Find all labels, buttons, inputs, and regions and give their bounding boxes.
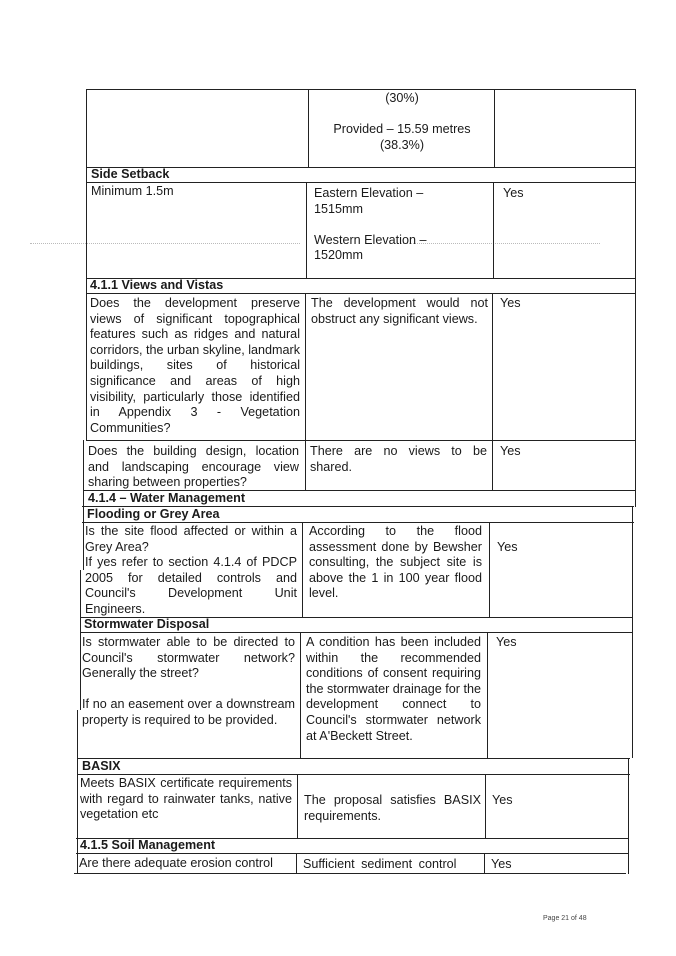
column-divider xyxy=(489,522,490,618)
basix-compliance: Yes xyxy=(492,793,513,807)
column-divider xyxy=(297,774,298,839)
table-rule xyxy=(86,440,636,441)
views-answer-1: The development would not obstruct any significant views. xyxy=(311,296,488,326)
views-question-1: Does the development preserve views of significant topographical features such as ridges and natural corridors, the urban skyline, landmark buildings, sites of historical significance and areas of high visibility, particularly those identified in Appendix 3 - Vegetation Communities? xyxy=(90,296,300,435)
views-question-2: Does the building design, location and landscaping encourage view sharing between properties? xyxy=(88,444,299,490)
column-divider xyxy=(494,89,495,168)
stormwater-compliance: Yes xyxy=(496,635,517,649)
flooding-answer: According to the flood assessment done by Bewsher consulting, the subject site is above the 1 in 100 year flood level. xyxy=(309,524,482,601)
views-compliance-1: Yes xyxy=(500,296,521,310)
table-rule xyxy=(86,182,636,183)
table-border-left xyxy=(80,570,81,710)
section-header-water-management: 4.1.4 – Water Management xyxy=(88,491,246,505)
table-border-right xyxy=(632,506,633,758)
column-divider xyxy=(305,293,306,491)
scan-artifact-line xyxy=(30,243,300,244)
section-header-basix: BASIX xyxy=(82,759,121,773)
front-setback-provided: (30%) Provided – 15.59 metres (38.3%) xyxy=(333,91,471,152)
side-setback-requirement: Minimum 1.5m xyxy=(91,184,174,198)
subheader-stormwater: Stormwater Disposal xyxy=(84,617,210,631)
table-rule xyxy=(86,293,636,294)
stormwater-question: Is stormwater able to be directed to Council's stormwater network? Generally the street? If no an easement over a downstream property is required to be provided. xyxy=(82,635,295,727)
page-number: Page 21 of 48 xyxy=(543,915,587,922)
section-header-soil-management: 4.1.5 Soil Management xyxy=(80,838,216,852)
table-rule xyxy=(82,522,634,523)
column-divider xyxy=(487,632,488,759)
subheader-flooding: Flooding or Grey Area xyxy=(87,507,220,521)
views-answer-2: There are no views to be shared. xyxy=(310,444,487,474)
column-divider xyxy=(302,522,303,618)
section-header-side-setback: Side Setback xyxy=(91,167,170,181)
column-divider xyxy=(493,182,494,279)
stormwater-answer: A condition has been included within the recommended conditions of consent requiring the stormwater drainage for the development connect to Council's stormwater network at A'Beckett Street. xyxy=(306,635,482,743)
views-compliance-2: Yes xyxy=(500,444,521,458)
column-divider xyxy=(308,89,309,168)
table-border-left xyxy=(77,710,78,874)
table-rule xyxy=(78,758,630,759)
column-divider xyxy=(296,853,297,874)
table-border-right xyxy=(628,758,629,874)
table-border-right xyxy=(635,89,636,507)
column-divider xyxy=(484,853,485,874)
table-border-left xyxy=(86,89,87,441)
soil-compliance: Yes xyxy=(491,857,512,871)
section-header-views-vistas: 4.1.1 Views and Vistas xyxy=(90,278,224,292)
table-border-left xyxy=(83,440,84,570)
column-divider xyxy=(306,182,307,279)
flooding-compliance: Yes xyxy=(497,540,518,554)
side-setback-compliance: Yes xyxy=(503,186,524,200)
side-setback-provided: Eastern Elevation – 1515mm Western Elevation – 1520mm xyxy=(314,186,427,263)
column-divider xyxy=(485,774,486,839)
table-rule xyxy=(80,632,632,633)
basix-requirement: Meets BASIX certificate requirements with regard to rainwater tanks, native vegetation etc xyxy=(80,776,292,822)
table-rule xyxy=(76,853,628,854)
table-rule xyxy=(86,89,636,90)
soil-answer: Sufficient sediment control xyxy=(303,857,457,871)
table-rule xyxy=(74,873,626,874)
column-divider xyxy=(492,293,493,491)
flooding-question: Is the site flood affected or within a Grey Area? If yes refer to section 4.1.4 of PDCP 2005 for detailed controls and Council's Development Unit Engineers. xyxy=(85,524,297,616)
column-divider xyxy=(300,632,301,759)
table-rule xyxy=(78,774,630,775)
basix-answer: The proposal satisfies BASIX requirements. xyxy=(304,793,481,823)
soil-question: Are there adequate erosion control xyxy=(79,856,273,870)
